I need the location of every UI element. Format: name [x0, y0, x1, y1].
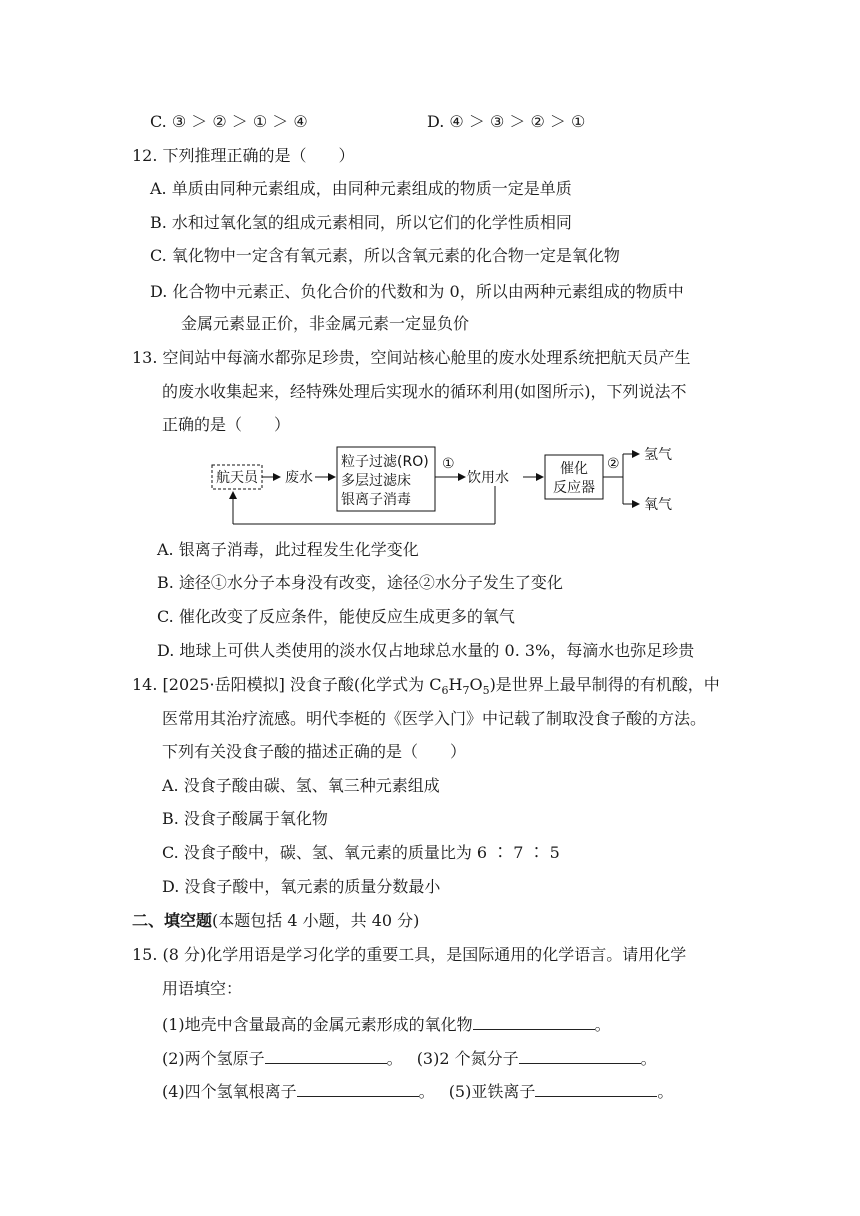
q12-stem: 12. 下列推理正确的是（ ） — [132, 146, 355, 165]
formula-sub-h: 7 — [462, 684, 470, 698]
q14-stem-line1 — [132, 674, 720, 696]
reactor-line2: 反应器 — [553, 480, 595, 496]
formula-sub-c: 6 — [441, 684, 449, 698]
wastewater-label: 废水 — [285, 470, 313, 486]
step1-label: ① — [442, 456, 455, 472]
q15-part1-label: (1)地壳中含量最高的金属元素形成的氧化物 — [162, 1015, 473, 1034]
q12-option-b: B. 水和过氧化氢的组成元素相同，所以它们的化学性质相同 — [150, 213, 572, 232]
reactor-line1: 催化 — [560, 461, 588, 477]
oxygen-label: 氧气 — [644, 497, 672, 513]
q12-option-a: A. 单质由同种元素组成，由同种元素组成的物质一定是单质 — [150, 179, 572, 198]
q14-stem-line3: 下列有关没食子酸的描述正确的是（ ） — [162, 742, 467, 761]
q15-part5-end: 。 — [657, 1082, 674, 1101]
q14-option-d: D. 没食子酸中，氧元素的质量分数最小 — [162, 877, 441, 896]
formula-o: O — [469, 675, 483, 694]
filter-line1: 粒子过滤(RO) — [341, 454, 429, 470]
q12-option-c: C. 氧化物中一定含有氧元素，所以含氧元素的化合物一定是氧化物 — [150, 246, 620, 265]
filter-line3: 银离子消毒 — [341, 492, 411, 508]
q15-stem-line2: 用语填空： — [162, 979, 243, 998]
q14-option-a: A. 没食子酸由碳、氢、氧三种元素组成 — [162, 776, 440, 795]
q15-stem-line1: 15. (8 分)化学用语是学习化学的重要工具，是国际通用的化学语言。请用化学 — [132, 945, 687, 964]
q13-option-b: B. 途径①水分子本身没有改变，途径②水分子发生了变化 — [157, 573, 563, 592]
q15-part3-end: 。 — [640, 1049, 657, 1068]
q13-option-c: C. 催化改变了反应条件，能使反应生成更多的氧气 — [157, 607, 515, 626]
q11-option-d: D. ④ ＞ ③ ＞ ② ＞ ① — [427, 112, 586, 131]
q15-part4-label: (4)四个氢氧根离子 — [162, 1082, 297, 1101]
q12-option-d-line2: 金属元素显正价，非金属元素一定显负价 — [181, 314, 470, 333]
q15-part1 — [162, 1013, 611, 1036]
q14-stem-post: )是世界上最早制得的有机酸，中 — [489, 675, 720, 694]
q15-part4-end: 。 — [418, 1082, 435, 1101]
section-heading — [132, 910, 419, 932]
q15-part1-end: 。 — [594, 1015, 611, 1034]
q15-part2-end: 。 — [386, 1049, 403, 1068]
q15-part4-5 — [162, 1080, 673, 1103]
filter-line2: 多层过滤床 — [341, 473, 411, 489]
q14-option-b: B. 没食子酸属于氧化物 — [162, 809, 328, 828]
astronaut-label: 航天员 — [216, 470, 258, 486]
q13-stem-line1: 13. 空间站中每滴水都弥足珍贵，空间站核心舱里的废水处理系统把航天员产生 — [132, 348, 691, 367]
q13-option-a: A. 银离子消毒，此过程发生化学变化 — [157, 540, 419, 559]
q15-part2-label: (2)两个氢原子 — [162, 1049, 265, 1068]
section-note: (本题包括 4 小题，共 40 分) — [212, 911, 420, 930]
formula-h: H — [448, 675, 463, 694]
q11-option-c: C. ③ ＞ ② ＞ ① ＞ ④ — [150, 112, 308, 131]
q14-stem-pre: 14. [2025·岳阳模拟] 没食子酸(化学式为 C — [132, 675, 442, 694]
q14-stem-line2: 医常用其治疗流感。明代李梃的《医学入门》中记载了制取没食子酸的方法。 — [162, 709, 707, 728]
q15-part5-label: (5)亚铁离子 — [448, 1082, 536, 1101]
formula-sub-o: 5 — [482, 684, 490, 698]
q15-part3-label: (3)2 个氮分子 — [416, 1049, 519, 1068]
q13-option-d: D. 地球上可供人类使用的淡水仅占地球总水量的 0. 3%，每滴水也弥足珍贵 — [157, 641, 695, 660]
q13-stem-line3: 正确的是（ ） — [162, 415, 291, 434]
section-title: 二、填空题 — [132, 911, 213, 930]
step2-label: ② — [607, 456, 620, 472]
answer-blank-2[interactable] — [265, 1047, 387, 1064]
answer-blank-5[interactable] — [535, 1080, 657, 1097]
drinking-water-label: 饮用水 — [467, 470, 509, 486]
answer-blank-3[interactable] — [519, 1047, 641, 1064]
q15-part2-3 — [162, 1047, 657, 1070]
q13-stem-line2: 的废水收集起来，经特殊处理后实现水的循环利用(如图所示)，下列说法不 — [162, 382, 687, 401]
water-cycle-diagram — [205, 440, 705, 540]
q12-option-d-line1: D. 化合物中元素正、负化合价的代数和为 0，所以由两种元素组成的物质中 — [150, 282, 684, 301]
answer-blank-1[interactable] — [473, 1013, 595, 1030]
answer-blank-4[interactable] — [297, 1080, 419, 1097]
hydrogen-label: 氢气 — [644, 447, 672, 463]
q14-option-c: C. 没食子酸中，碳、氢、氧元素的质量比为 6 ∶ 7 ∶ 5 — [162, 843, 560, 862]
